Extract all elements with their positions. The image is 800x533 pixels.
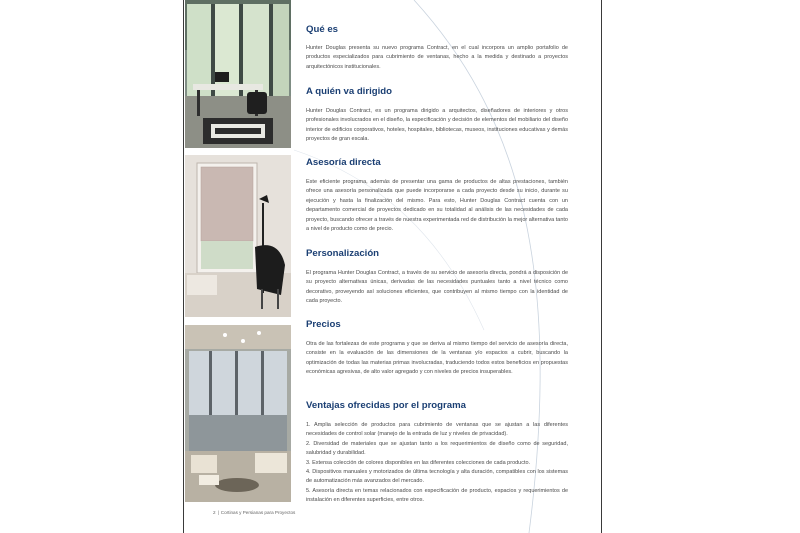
page-footer [213, 510, 295, 515]
section-heading: Ventajas ofrecidas por el programa [306, 400, 466, 411]
list-item: 5. Asesoría directa en temas relacionados con especificación de producto, espacios y requerimientos de instalación en diferentes superficies, entre otros. [306, 487, 568, 504]
office-interior-photo [185, 0, 291, 148]
section-body: Este eficiente programa, además de presentar una gama de productos de altas prestaciones, también ofrece una asesoría personalizada que puede incorporarse a cada proyecto desde su inicio, durante su ejecución y hasta la finalización del mismo. Para esto, Hunter Douglas Contract cuenta con un departamento comercial de proyectos dedicado en su totalidad al análisis de las necesidades de cada proyecto, buscando ofrecer a través de nuestra experimentada red de distribución la mejor alternativa tanto a nivel de producto como de precio. [306, 179, 568, 233]
section-heading: A quién va dirigido [306, 86, 392, 97]
page-number: 2 [213, 510, 216, 515]
section-asesoria-directa [306, 157, 568, 234]
section-body: El programa Hunter Douglas Contract, a través de su servicio de asesoría directa, pondrá a disposición de su proyecto alternativas únicas, derivadas de las necesidades puntuales tanto a nivel técnico como decorativo, proveyendo así soluciones eficientes, que contribuyen al mismo tiempo con la identidad de cada proyecto. [306, 270, 568, 305]
document-page [183, 0, 602, 533]
footer-title: Cortinas y Persianas para Proyectos [220, 510, 296, 515]
lobby-blinds-photo [185, 325, 291, 502]
section-personalizacion [306, 248, 568, 307]
section-body: Hunter Douglas Contract, es un programa dirigido a arquitectos, diseñadores de interiores y otros profesionales involucrados en el diseño, la especificación y decisión de elementos del mobiliario del diseño interior de edificios corporativos, hoteles, hospitales, bibliotecas, museos, instituciones educativas y demás proyectos de gran escala. [306, 108, 568, 143]
advantages-list [306, 421, 568, 506]
footer-separator: | [217, 510, 219, 515]
section-ventajas [306, 400, 568, 506]
section-heading: Precios [306, 319, 341, 330]
window-shade-chair-photo [185, 155, 291, 317]
section-heading: Personalización [306, 248, 380, 259]
section-precios [306, 319, 568, 378]
section-body: Hunter Douglas presenta su nuevo programa Contract, en el cual incorpora un amplio portafolio de productos especializados para cubrimiento de ventanas, hecho a la medida y destinado a proyectos arquitectónicos institucionales. [306, 45, 568, 70]
section-body: Otra de las fortalezas de este programa y que se deriva al mismo tiempo del servicio de asesoría directa, consiste en la evaluación de las dimensiones de la ventanas y/o espacios a cubrir, buscando la optimización de todas las materias primas involucradas, traduciendo todos estos beneficios en propuestas económicas agresivas, de alto valor agregado y con niveles de precios insuperables. [306, 341, 568, 376]
section-heading: Qué es [306, 24, 338, 35]
list-item: 4. Dispositivos manuales y motorizados de última tecnología y alta duración, compatibles con los sistemas de automatización más avanzados del mercado. [306, 469, 568, 485]
section-que-es [306, 24, 568, 72]
section-a-quien-va-dirigido [306, 86, 568, 145]
section-heading: Asesoría directa [306, 157, 381, 168]
list-item: 1. Amplia selección de productos para cubrimiento de ventanas que se ajustan a las diferentes necesidades de control solar (manejo de la entrada de luz y niveles de privacidad). [306, 422, 568, 438]
list-item: 2. Diversidad de materiales que se ajustan tanto a los requerimientos de diseño como de seguridad, salubridad y durabilidad. [306, 440, 568, 457]
list-item: 3. Extensa colección de colores disponibles en las diferentes colecciones de cada producto. [306, 459, 531, 466]
